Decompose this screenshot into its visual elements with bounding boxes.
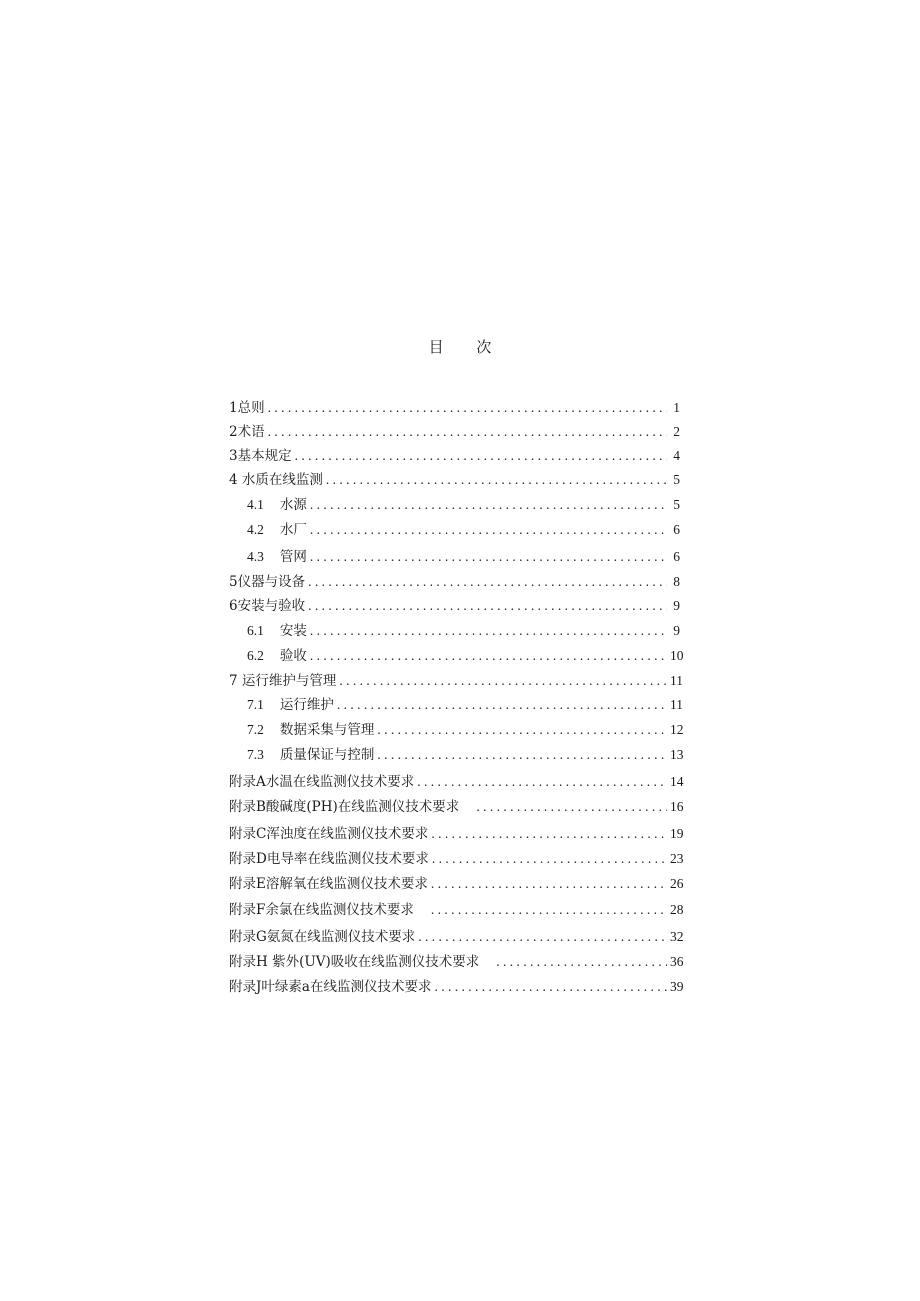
toc-entry-number: 7.2 — [247, 722, 264, 737]
toc-entry[interactable] — [229, 873, 684, 895]
toc-leader — [268, 397, 667, 419]
toc-entry-label: 运行维护 — [279, 697, 334, 713]
toc-entry-page: 14 — [670, 774, 684, 789]
toc-entry-number: 6.2 — [247, 648, 264, 663]
toc-leader — [431, 873, 667, 895]
toc-entry-label: 安装 — [279, 623, 307, 639]
toc-entry-page: 11 — [670, 673, 683, 688]
toc-entry[interactable] — [229, 771, 684, 793]
toc-entry-page: 9 — [673, 623, 680, 638]
toc-entry[interactable] — [229, 694, 683, 716]
toc-entry[interactable] — [229, 670, 683, 692]
toc-leader — [418, 926, 667, 948]
toc-entry[interactable] — [229, 951, 684, 973]
toc-entry[interactable] — [229, 494, 680, 516]
toc-entry-label: 附录D电导率在线监测仪技术要求 — [229, 851, 429, 867]
toc-entry[interactable] — [229, 595, 680, 617]
toc-entry-label: 管网 — [279, 549, 307, 565]
toc-entry-number: 4.1 — [247, 497, 264, 512]
toc-leader — [295, 445, 667, 467]
toc-entry-page: 2 — [673, 424, 680, 439]
toc-entry-label: 3基本规定 — [229, 448, 292, 464]
toc-entry-label: 4 水质在线监测 — [229, 472, 323, 488]
toc-leader — [339, 670, 667, 692]
toc-entry-page: 6 — [673, 549, 680, 564]
toc-entry-page: 6 — [673, 522, 680, 537]
toc-entry-label: 水厂 — [279, 522, 307, 538]
toc-entry-page: 26 — [670, 876, 684, 891]
toc-entry-label: 5仪器与设备 — [229, 574, 306, 590]
toc-entry-label: 1总则 — [229, 400, 265, 416]
toc-entry[interactable] — [229, 976, 684, 998]
toc-leader — [377, 719, 667, 741]
toc-leader — [431, 899, 667, 921]
toc-entry-label: 质量保证与控制 — [279, 747, 375, 763]
toc-entry-number: 7.1 — [247, 697, 264, 712]
toc-entry-page: 1 — [673, 400, 680, 415]
toc-entry[interactable] — [229, 796, 684, 818]
toc-entry-label: 附录G氨氮在线监测仪技术要求 — [229, 929, 416, 945]
toc-entry-label: 数据采集与管理 — [279, 722, 375, 738]
toc-leader — [310, 519, 667, 541]
toc-entry-label: 附录H 紫外(UV)吸收在线监测仪技术要求 — [229, 954, 480, 970]
toc-entry[interactable] — [229, 899, 684, 921]
toc-entry-page: 13 — [670, 747, 684, 762]
toc-entry-label: 6安装与验收 — [229, 598, 306, 614]
toc-entry-label: 附录F余氯在线监测仪技术要求 — [229, 902, 414, 918]
toc-leader — [310, 546, 667, 568]
toc-title: 目 次 — [428, 338, 506, 356]
toc-entry-label: 验收 — [279, 648, 307, 664]
toc-entry-label: 2术语 — [229, 424, 265, 440]
toc-entry-label: 附录J叶绿素a在线监测仪技术要求 — [229, 979, 432, 995]
toc-entry-number: 4.2 — [247, 522, 264, 537]
toc-entry[interactable] — [229, 519, 680, 541]
toc-leader — [310, 620, 667, 642]
toc-entry-page: 4 — [673, 448, 680, 463]
toc-entry-page: 9 — [673, 598, 680, 613]
toc-leader — [308, 571, 667, 593]
toc-entry-number: 4.3 — [247, 549, 264, 564]
toc-entry[interactable] — [229, 571, 680, 593]
toc-entry[interactable] — [229, 645, 684, 667]
toc-leader — [431, 823, 667, 845]
toc-entry-page: 23 — [670, 851, 684, 866]
toc-leader — [432, 848, 667, 870]
toc-leader — [417, 771, 667, 793]
toc-entry-number: 6.1 — [247, 623, 264, 638]
toc-entry[interactable] — [229, 744, 684, 766]
toc-leader — [337, 694, 667, 716]
toc-entry-label: 水源 — [279, 497, 307, 513]
toc-entry-number: 7.3 — [247, 747, 264, 762]
toc-entry-page: 28 — [670, 902, 684, 917]
toc-entry-page: 36 — [670, 954, 684, 969]
toc-entry-page: 32 — [670, 929, 684, 944]
toc-leader — [476, 796, 667, 818]
toc-entry-page: 12 — [670, 722, 684, 737]
toc-entry[interactable] — [229, 719, 684, 741]
toc-entry-page: 10 — [670, 648, 684, 663]
toc-entry[interactable] — [229, 926, 684, 948]
toc-entry[interactable] — [229, 546, 680, 568]
toc-entry-page: 8 — [673, 574, 680, 589]
toc-entry-label: 附录B酸碱度(PH)在线监测仪技术要求 — [229, 799, 460, 815]
toc-entry[interactable] — [229, 469, 680, 491]
toc-entry[interactable] — [229, 620, 680, 642]
toc-leader — [326, 469, 667, 491]
toc-entry-page: 11 — [670, 697, 683, 712]
toc-entry[interactable] — [229, 445, 680, 467]
toc-leader — [434, 976, 667, 998]
toc-leader — [310, 494, 667, 516]
toc-leader — [496, 951, 667, 973]
toc-entry[interactable] — [229, 823, 684, 845]
toc-entry-page: 5 — [673, 472, 680, 487]
toc-leader — [310, 645, 667, 667]
toc-entry-page: 39 — [670, 979, 684, 994]
toc-entry-label: 7 运行维护与管理 — [229, 673, 337, 689]
toc-leader — [308, 595, 667, 617]
toc-entry[interactable] — [229, 421, 680, 443]
toc-entry-page: 16 — [670, 799, 684, 814]
toc-entry-label: 附录C浑浊度在线监测仪技术要求 — [229, 826, 429, 842]
toc-entry-page: 19 — [670, 826, 684, 841]
toc-entry[interactable] — [229, 848, 684, 870]
toc-entry-label: 附录E溶解氧在线监测仪技术要求 — [229, 876, 428, 892]
toc-entry-page: 5 — [673, 497, 680, 512]
toc-leader — [377, 744, 667, 766]
toc-leader — [268, 421, 667, 443]
toc-entry[interactable] — [229, 397, 680, 419]
toc-entry-label: 附录A水温在线监测仪技术要求 — [229, 774, 415, 790]
